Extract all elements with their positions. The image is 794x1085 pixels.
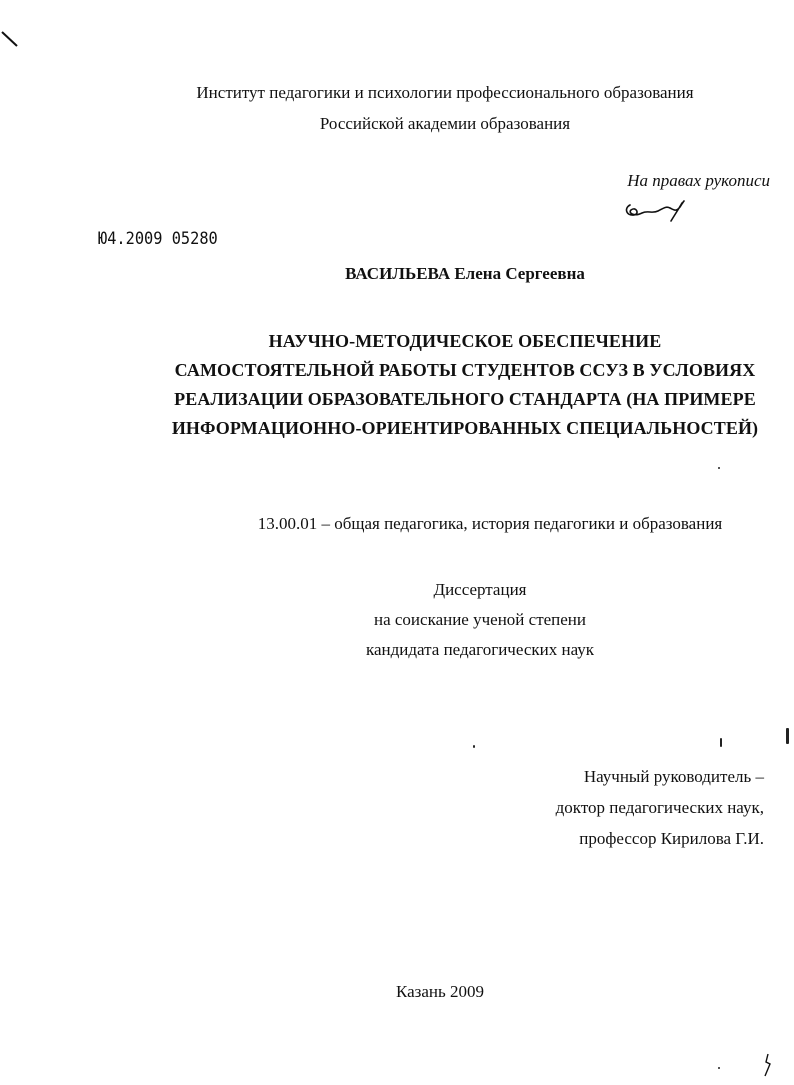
scan-speck	[718, 467, 720, 469]
supervisor-line-1: Научный руководитель –	[583, 767, 764, 786]
dissertation-degree	[40, 575, 794, 665]
degree-line-1: Диссертация	[433, 580, 527, 599]
institute-line-2: Российской академии образования	[319, 114, 571, 133]
title-line: ИНФОРМАЦИОННО-ОРИЕНТИРОВАННЫХ СПЕЦИАЛЬНОСТЕЙ)	[171, 418, 759, 438]
specialty-code: 13.00.01 – общая педагогика, история педагогики и образования	[257, 514, 723, 533]
supervisor-line-2: доктор педагогических наук,	[555, 798, 764, 817]
title-line: НАУЧНО-МЕТОДИЧЕСКОЕ ОБЕСПЕЧЕНИЕ	[268, 331, 662, 351]
manuscript-note: На правах рукописи	[627, 171, 770, 190]
city-year: Казань 2009	[395, 982, 485, 1001]
scan-speck	[720, 738, 722, 747]
scan-speck	[786, 728, 789, 744]
supervisor-line-3: профессор Кирилова Г.И.	[579, 829, 764, 848]
scan-mark	[760, 1052, 776, 1078]
degree-line-2: на соискание ученой степени	[373, 610, 587, 629]
scan-speck	[718, 1067, 720, 1069]
institute-line-1: Институт педагогики и психологии профессионального образования	[196, 83, 694, 102]
degree-line-3: кандидата педагогических наук	[365, 640, 595, 659]
scan-mark	[0, 28, 22, 50]
institute-header	[60, 77, 794, 139]
dissertation-title	[40, 327, 794, 443]
author-name: ВАСИЛЬЕВА Елена Сергеевна	[345, 264, 585, 283]
signature	[622, 196, 694, 226]
title-line: РЕАЛИЗАЦИИ ОБРАЗОВАТЕЛЬНОГО СТАНДАРТА (НА ПРИМЕРЕ	[174, 389, 756, 409]
title-line: САМОСТОЯТЕЛЬНОЙ РАБОТЫ СТУДЕНТОВ ССУЗ В УСЛОВИЯХ	[174, 360, 756, 380]
scan-speck	[473, 745, 475, 748]
archive-number: Ю4.2009 05280	[98, 229, 218, 249]
supervisor-block	[440, 761, 764, 854]
